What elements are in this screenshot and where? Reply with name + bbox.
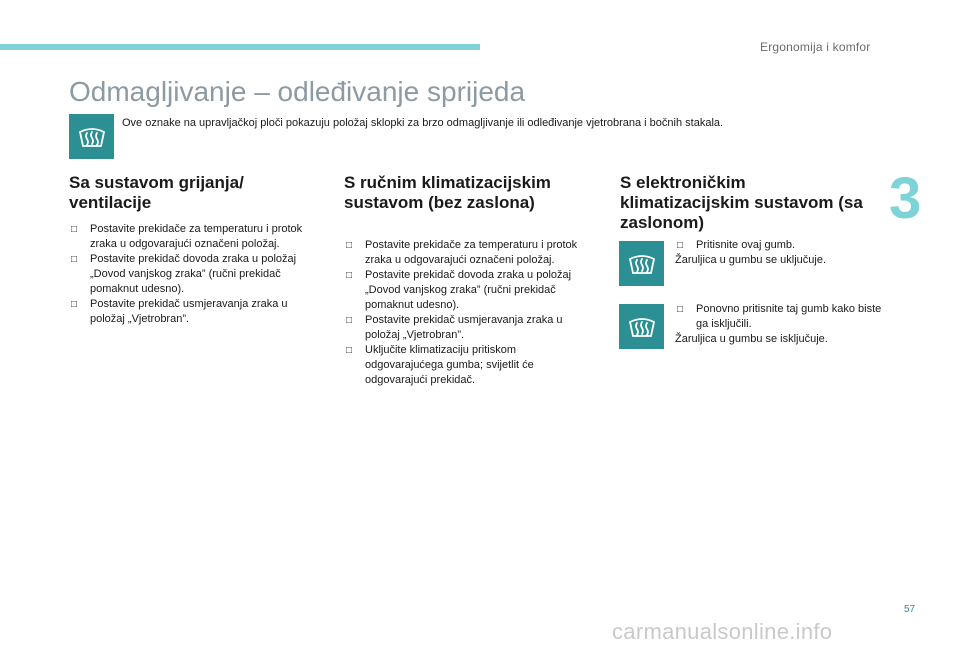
windscreen-defrost-icon <box>619 304 664 349</box>
bullet-marker: □ <box>346 315 353 326</box>
windscreen-defrost-icon <box>619 241 664 286</box>
list-item: □ Postavite prekidač dovoda zraka u položaj „Dovod vanjskog zraka” (ručni prekidač pomaknut udesno). <box>71 253 297 295</box>
list-item: □ Postavite prekidač usmjeravanja zraka u položaj „Vjetrobran”. <box>346 314 563 341</box>
bullet-marker: □ <box>677 240 684 251</box>
bullet-marker: □ <box>346 270 353 281</box>
list-item: □ Postavite prekidač usmjeravanja zraka u položaj „Vjetrobran”. <box>71 298 288 325</box>
col3-step2-result: Žaruljica u gumbu se isključuje. <box>675 333 828 345</box>
list-item: □ Ponovno pritisnite taj gumb kako biste ga isključili. <box>677 303 882 330</box>
section-title: Ergonomija i komfor <box>760 40 871 54</box>
intro-text: Ove oznake na upravljačkoj ploči pokazuju položaj sklopki za brzo odmagljivanje ili odleđivanje vjetrobrana i bočnih stakala. <box>122 117 724 129</box>
col1-list <box>69 222 321 327</box>
watermark-text: carmanualsonline.info <box>612 619 833 644</box>
chapter-number: 3 <box>889 166 922 231</box>
list-item: □ Postavite prekidače za temperaturu i protok zraka u odgovarajući označeni položaj. <box>346 239 578 266</box>
bullet-marker: □ <box>71 299 78 310</box>
page-number: 57 <box>904 604 916 615</box>
bullet-marker: □ <box>346 345 353 356</box>
bullet-marker: □ <box>346 240 353 251</box>
bullet-marker: □ <box>677 304 684 315</box>
col3-heading: S elektroničkim klimatizacijskim sustavom (sa zaslonom) <box>620 173 863 232</box>
bullet-marker: □ <box>71 224 78 235</box>
col3-step2-list <box>675 302 885 332</box>
col2-heading: S ručnim klimatizacijskim sustavom (bez zaslona) <box>344 173 551 212</box>
bullet-marker: □ <box>71 254 78 265</box>
col3-step1-result: Žaruljica u gumbu se uključuje. <box>675 254 827 266</box>
col3-step1-list <box>675 238 875 253</box>
list-item: □ Uključite klimatizaciju pritiskom odgovarajućega gumba; svijetlit će odgovarajući prekidač. <box>346 344 534 386</box>
windscreen-defrost-icon <box>69 114 114 159</box>
header-accent-bar <box>0 44 480 50</box>
list-item: □ Postavite prekidač dovoda zraka u položaj „Dovod vanjskog zraka” (ručni prekidač pomaknut udesno). <box>346 269 572 311</box>
list-item: □ Pritisnite ovaj gumb. <box>677 239 796 251</box>
col2-list <box>344 238 596 388</box>
page-title: Odmagljivanje – odleđivanje sprijeda <box>69 76 526 107</box>
col1-heading: Sa sustavom grijanja/ ventilacije <box>69 173 244 212</box>
list-item: □ Postavite prekidače za temperaturu i protok zraka u odgovarajući označeni položaj. <box>71 223 303 250</box>
